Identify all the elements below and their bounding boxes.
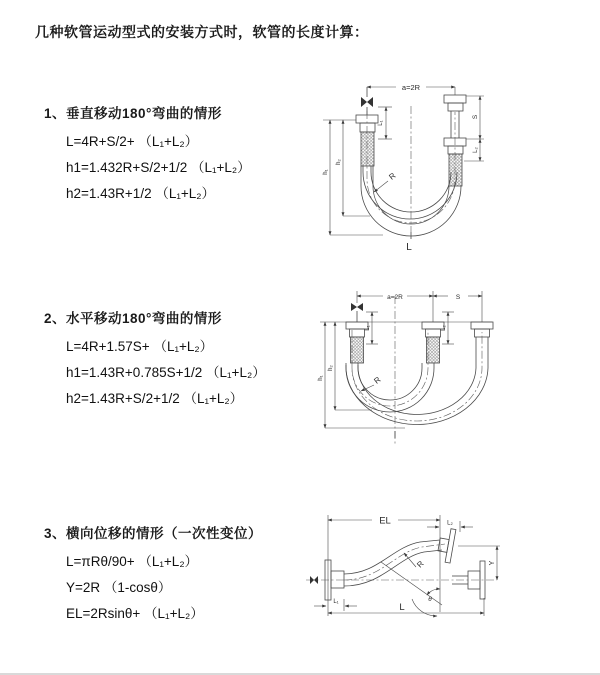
dim-label-stroke: S [472,114,479,120]
dim-label-radius: R [387,171,398,182]
section-3-formula-EL: EL=2Rsinθ+ （L₁+L₂） [66,606,204,621]
valve-icon [351,303,363,311]
section-2-formula-L: L=4R+1.57S+ （L₁+L₂） [66,339,214,354]
section-3-formula-Y: Y=2R （1-cosθ） [66,580,172,595]
hose-u-bend [361,106,461,239]
dim-end1 [378,107,392,139]
dim-y [458,546,500,580]
hose-s-curve [344,540,445,586]
dim-label-end1: L₁ [365,325,371,331]
dim-stroke-s [464,96,484,161]
dim-span-a2r [357,291,482,322]
dim-label-h2: h₂ [328,365,334,371]
dim-length [328,598,484,616]
section-1 [44,102,251,207]
centerline-mark-icon [310,576,318,584]
dim-label-end2: L₂ [441,325,447,331]
section-3 [44,522,262,627]
dim-label-radius: R [415,559,426,570]
dim-end1 [365,312,378,344]
section-1-formula-L: L=4R+S/2+ （L₁+L₂） [66,134,199,149]
dim-radius [374,171,398,192]
dim-end2 [427,521,473,533]
dim-label-span: a=2R [401,83,421,92]
dim-end2 [441,312,454,344]
tilted-flange [436,527,456,563]
diagram-vertical-180-bend [300,70,600,268]
dim-label-angle: θ [428,596,432,603]
dim-label-end2: L₂ [473,147,479,153]
dim-label-length: L [399,602,405,613]
dim-label-h2: h₂ [336,159,342,165]
section-2-formula-h2: h2=1.43R+S/2+1/2 （L₁+L₂） [66,391,244,406]
dim-label-y: Y [489,560,496,566]
diagram-horizontal-180-bend [305,283,597,457]
dim-label-el: EL [379,515,391,527]
diagram-lateral-displacement [300,505,600,663]
dim-label-span: a=2R [387,294,403,301]
page-title: 几种软管运动型式的安装方式时，软管的长度计算： [35,24,369,40]
section-1-formula-h1: h1=1.432R+S/2+1/2 （L₁+L₂） [66,160,251,175]
dim-label-stroke: S [455,294,461,301]
dim-label-end2: L₂ [447,520,453,527]
dim-radius [404,553,426,570]
dim-label-end1: L₁ [378,120,384,126]
section-2-heading: 2、水平移动180°弯曲的情形 [44,311,222,326]
braid-section [361,132,374,166]
dim-span-a2r [367,83,455,95]
hose-u-bend [346,296,488,444]
section-3-heading: 3、横向位移的情形（一次性变位） [44,526,263,541]
braid-section [449,154,462,186]
section-2-formula-h1: h1=1.43R+0.785S+1/2 （L₁+L₂） [66,365,266,380]
section-1-heading: 1、垂直移动180°弯曲的情形 [44,106,222,121]
dim-label-h1: h₁ [323,169,329,175]
section-1-formula-h2: h2=1.43R+1/2 （L₁+L₂） [66,186,216,201]
section-2 [44,307,266,412]
section-3-formula-L: L=πRθ/90+ （L₁+L₂） [66,554,199,569]
valve-icon [361,97,373,107]
dim-end1 [314,599,357,611]
dim-label-end1: L₁ [333,599,339,605]
dim-label-h1: h₁ [318,375,324,381]
dim-label-length: L [406,242,412,253]
dim-label-radius: R [372,375,383,386]
